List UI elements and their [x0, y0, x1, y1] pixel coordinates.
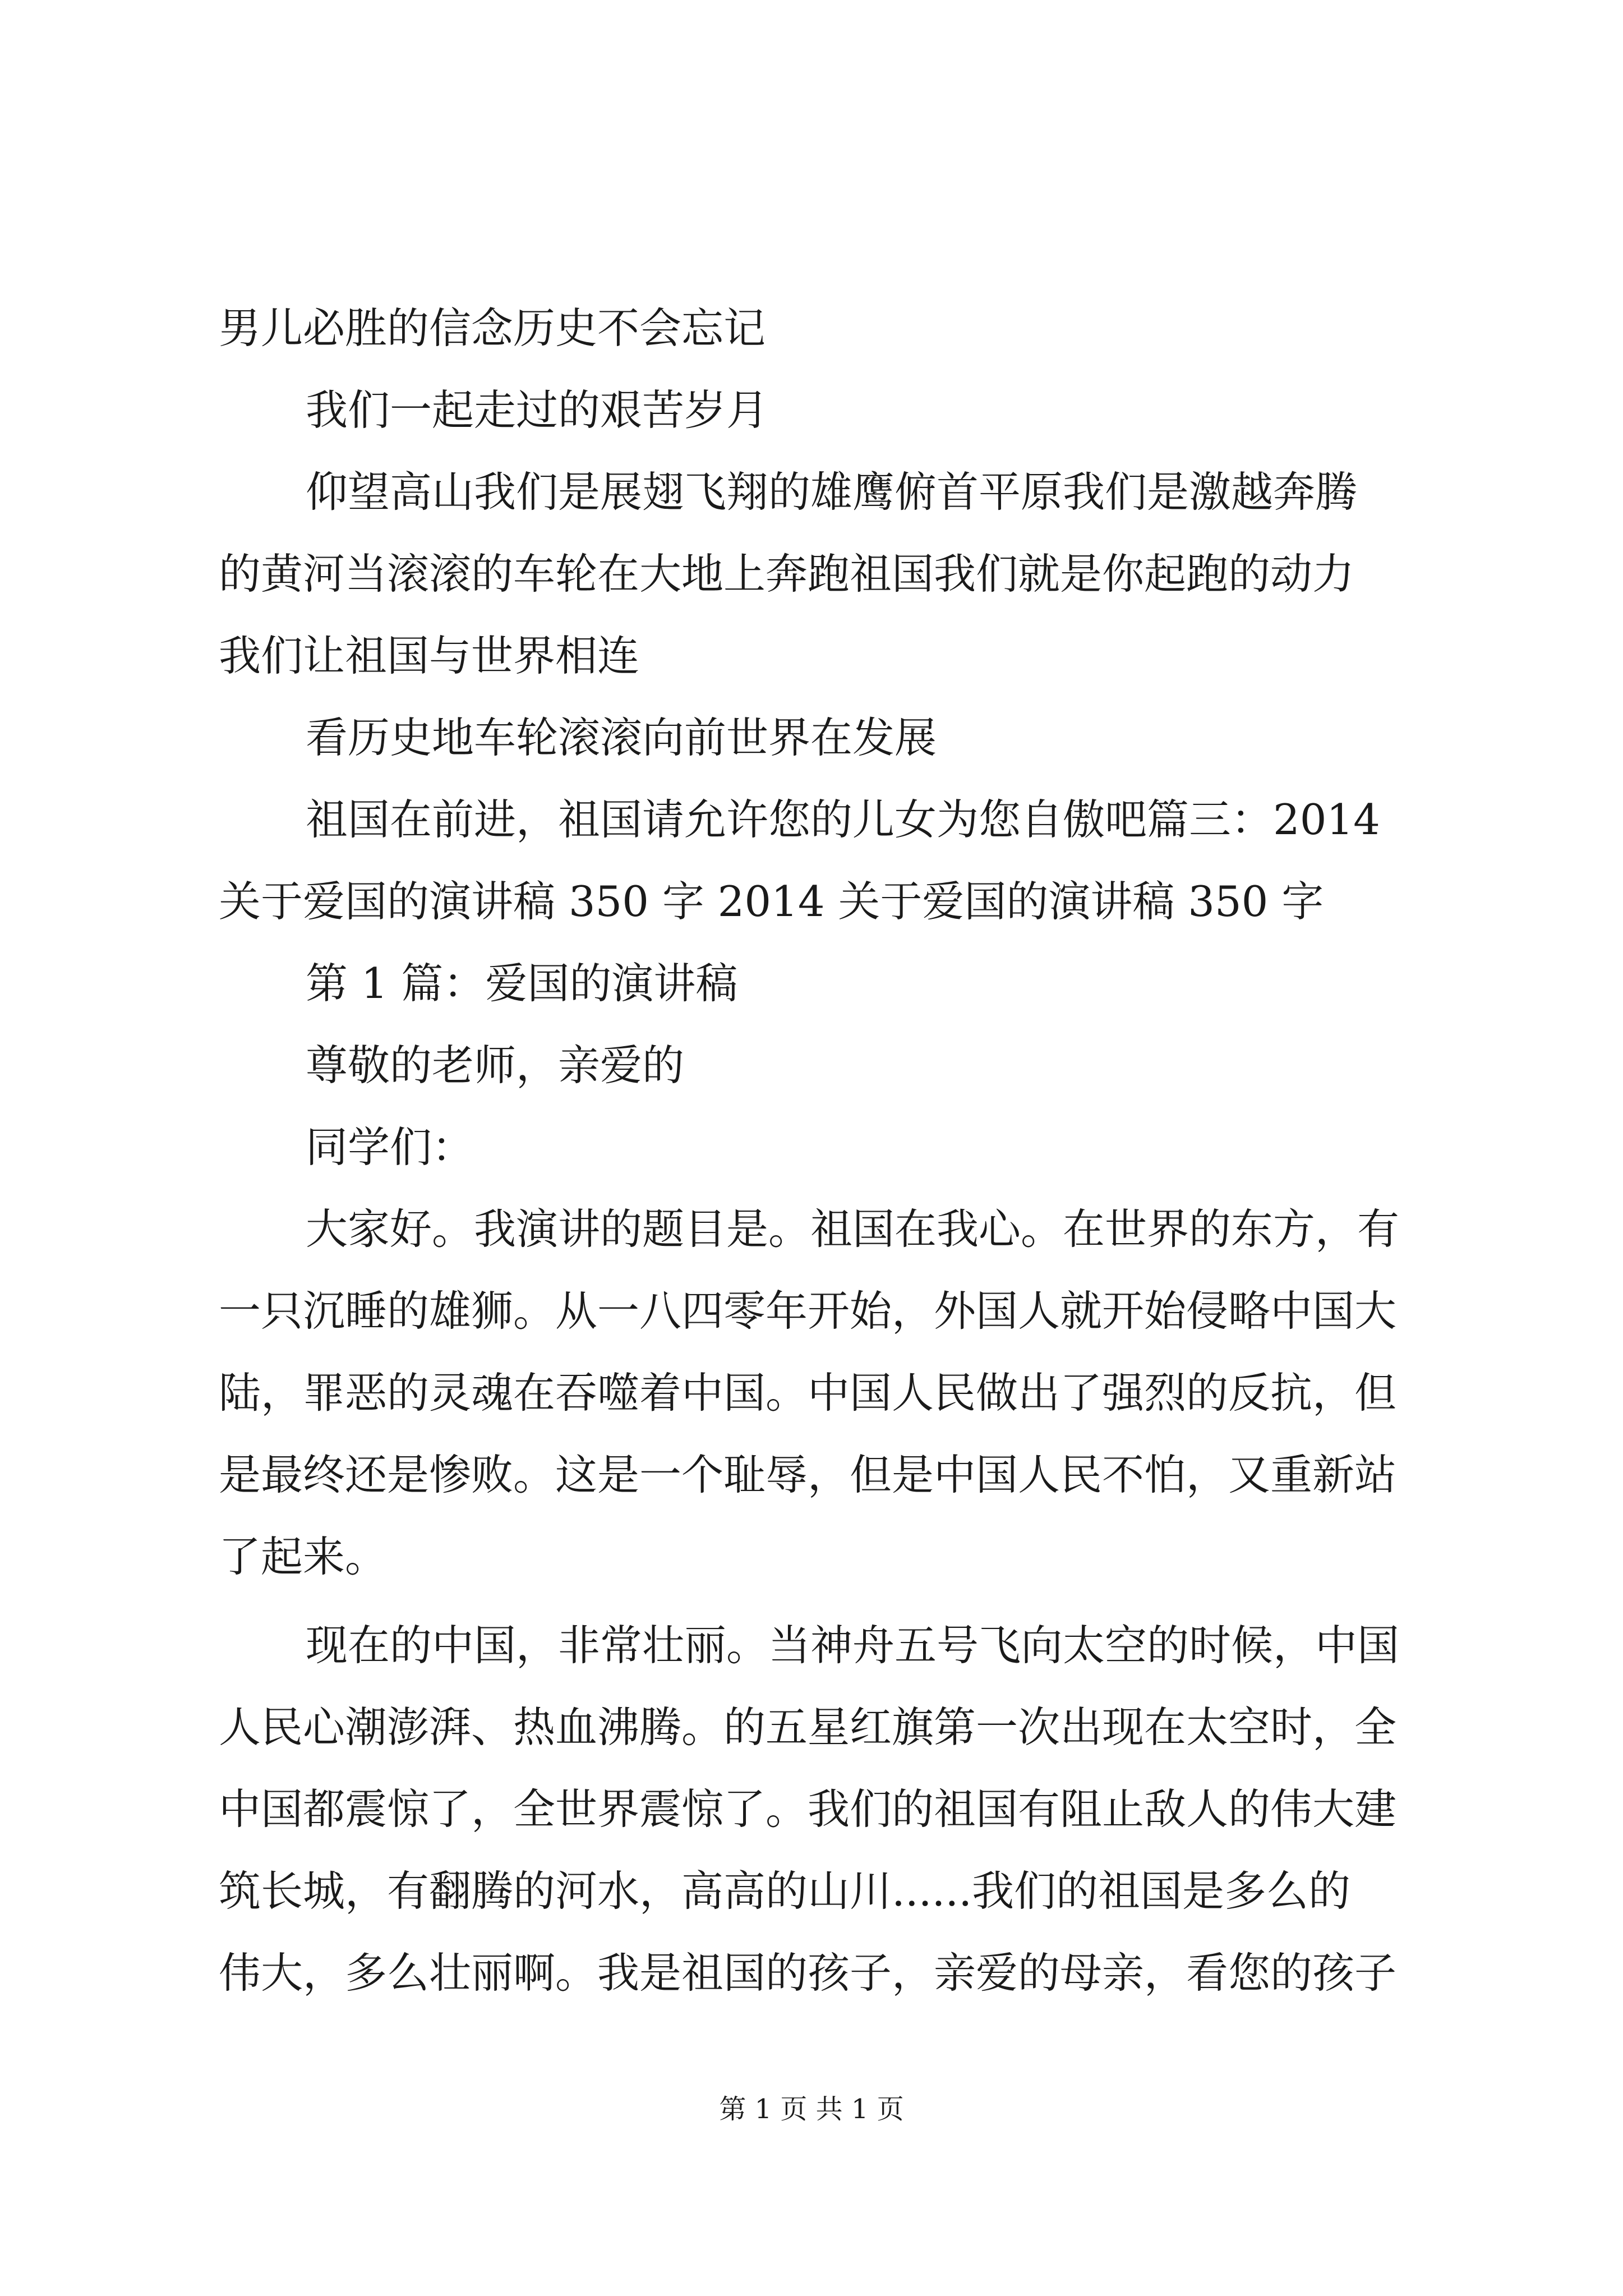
text-line: 了起来。 — [219, 1532, 388, 1581]
text-line: 筑长城，有翻腾的河水，高高的山川......我们的祖国是多么的 — [219, 1866, 1351, 1916]
text-line: 陆，罪恶的灵魂在吞噬着中国。中国人民做出了强烈的反抗，但 — [219, 1368, 1397, 1418]
text-line: 的黄河当滚滚的车轮在大地上奔跑祖国我们就是你起跑的动力 — [219, 549, 1355, 599]
text-line: 男儿必胜的信念历史不会忘记 — [219, 303, 766, 353]
text-line: 仰望高山我们是展翅飞翔的雄鹰俯首平原我们是激越奔腾 — [306, 467, 1358, 517]
text-line: 现在的中国，非常壮丽。当神舟五号飞向太空的时候，中国 — [306, 1621, 1400, 1670]
text-line: 我们让祖国与世界相连 — [219, 631, 640, 680]
text-line: 第 1 篇：爱国的演讲稿 — [306, 959, 738, 1008]
text-line: 尊敬的老师，亲爱的 — [306, 1041, 685, 1090]
page-footer: 第 1 页 共 1 页 — [719, 2093, 904, 2125]
text-line: 中国都震惊了，全世界震惊了。我们的祖国有阻止敌人的伟大建 — [219, 1784, 1397, 1834]
text-line: 看历史地车轮滚滚向前世界在发展 — [306, 713, 937, 762]
text-line: 关于爱国的演讲稿 350 字 2014 关于爱国的演讲稿 350 字 — [219, 877, 1324, 926]
text-line: 我们一起走过的艰苦岁月 — [306, 385, 769, 435]
text-line: 同学们： — [306, 1122, 474, 1172]
text-line: 伟大，多么壮丽啊。我是祖国的孩子，亲爱的母亲，看您的孩子 — [219, 1948, 1397, 1998]
text-line: 是最终还是惨败。这是一个耻辱，但是中国人民不怕，又重新站 — [219, 1450, 1397, 1499]
text-line: 人民心潮澎湃、热血沸腾。的五星红旗第一次出现在太空时，全 — [219, 1703, 1397, 1752]
text-line: 祖国在前进，祖国请允许您的儿女为您自傲吧篇三：2014 — [306, 795, 1380, 844]
text-line: 大家好。我演讲的题目是。祖国在我心。在世界的东方，有 — [306, 1204, 1400, 1254]
text-line: 一只沉睡的雄狮。从一八四零年开始，外国人就开始侵略中国大 — [219, 1286, 1397, 1336]
